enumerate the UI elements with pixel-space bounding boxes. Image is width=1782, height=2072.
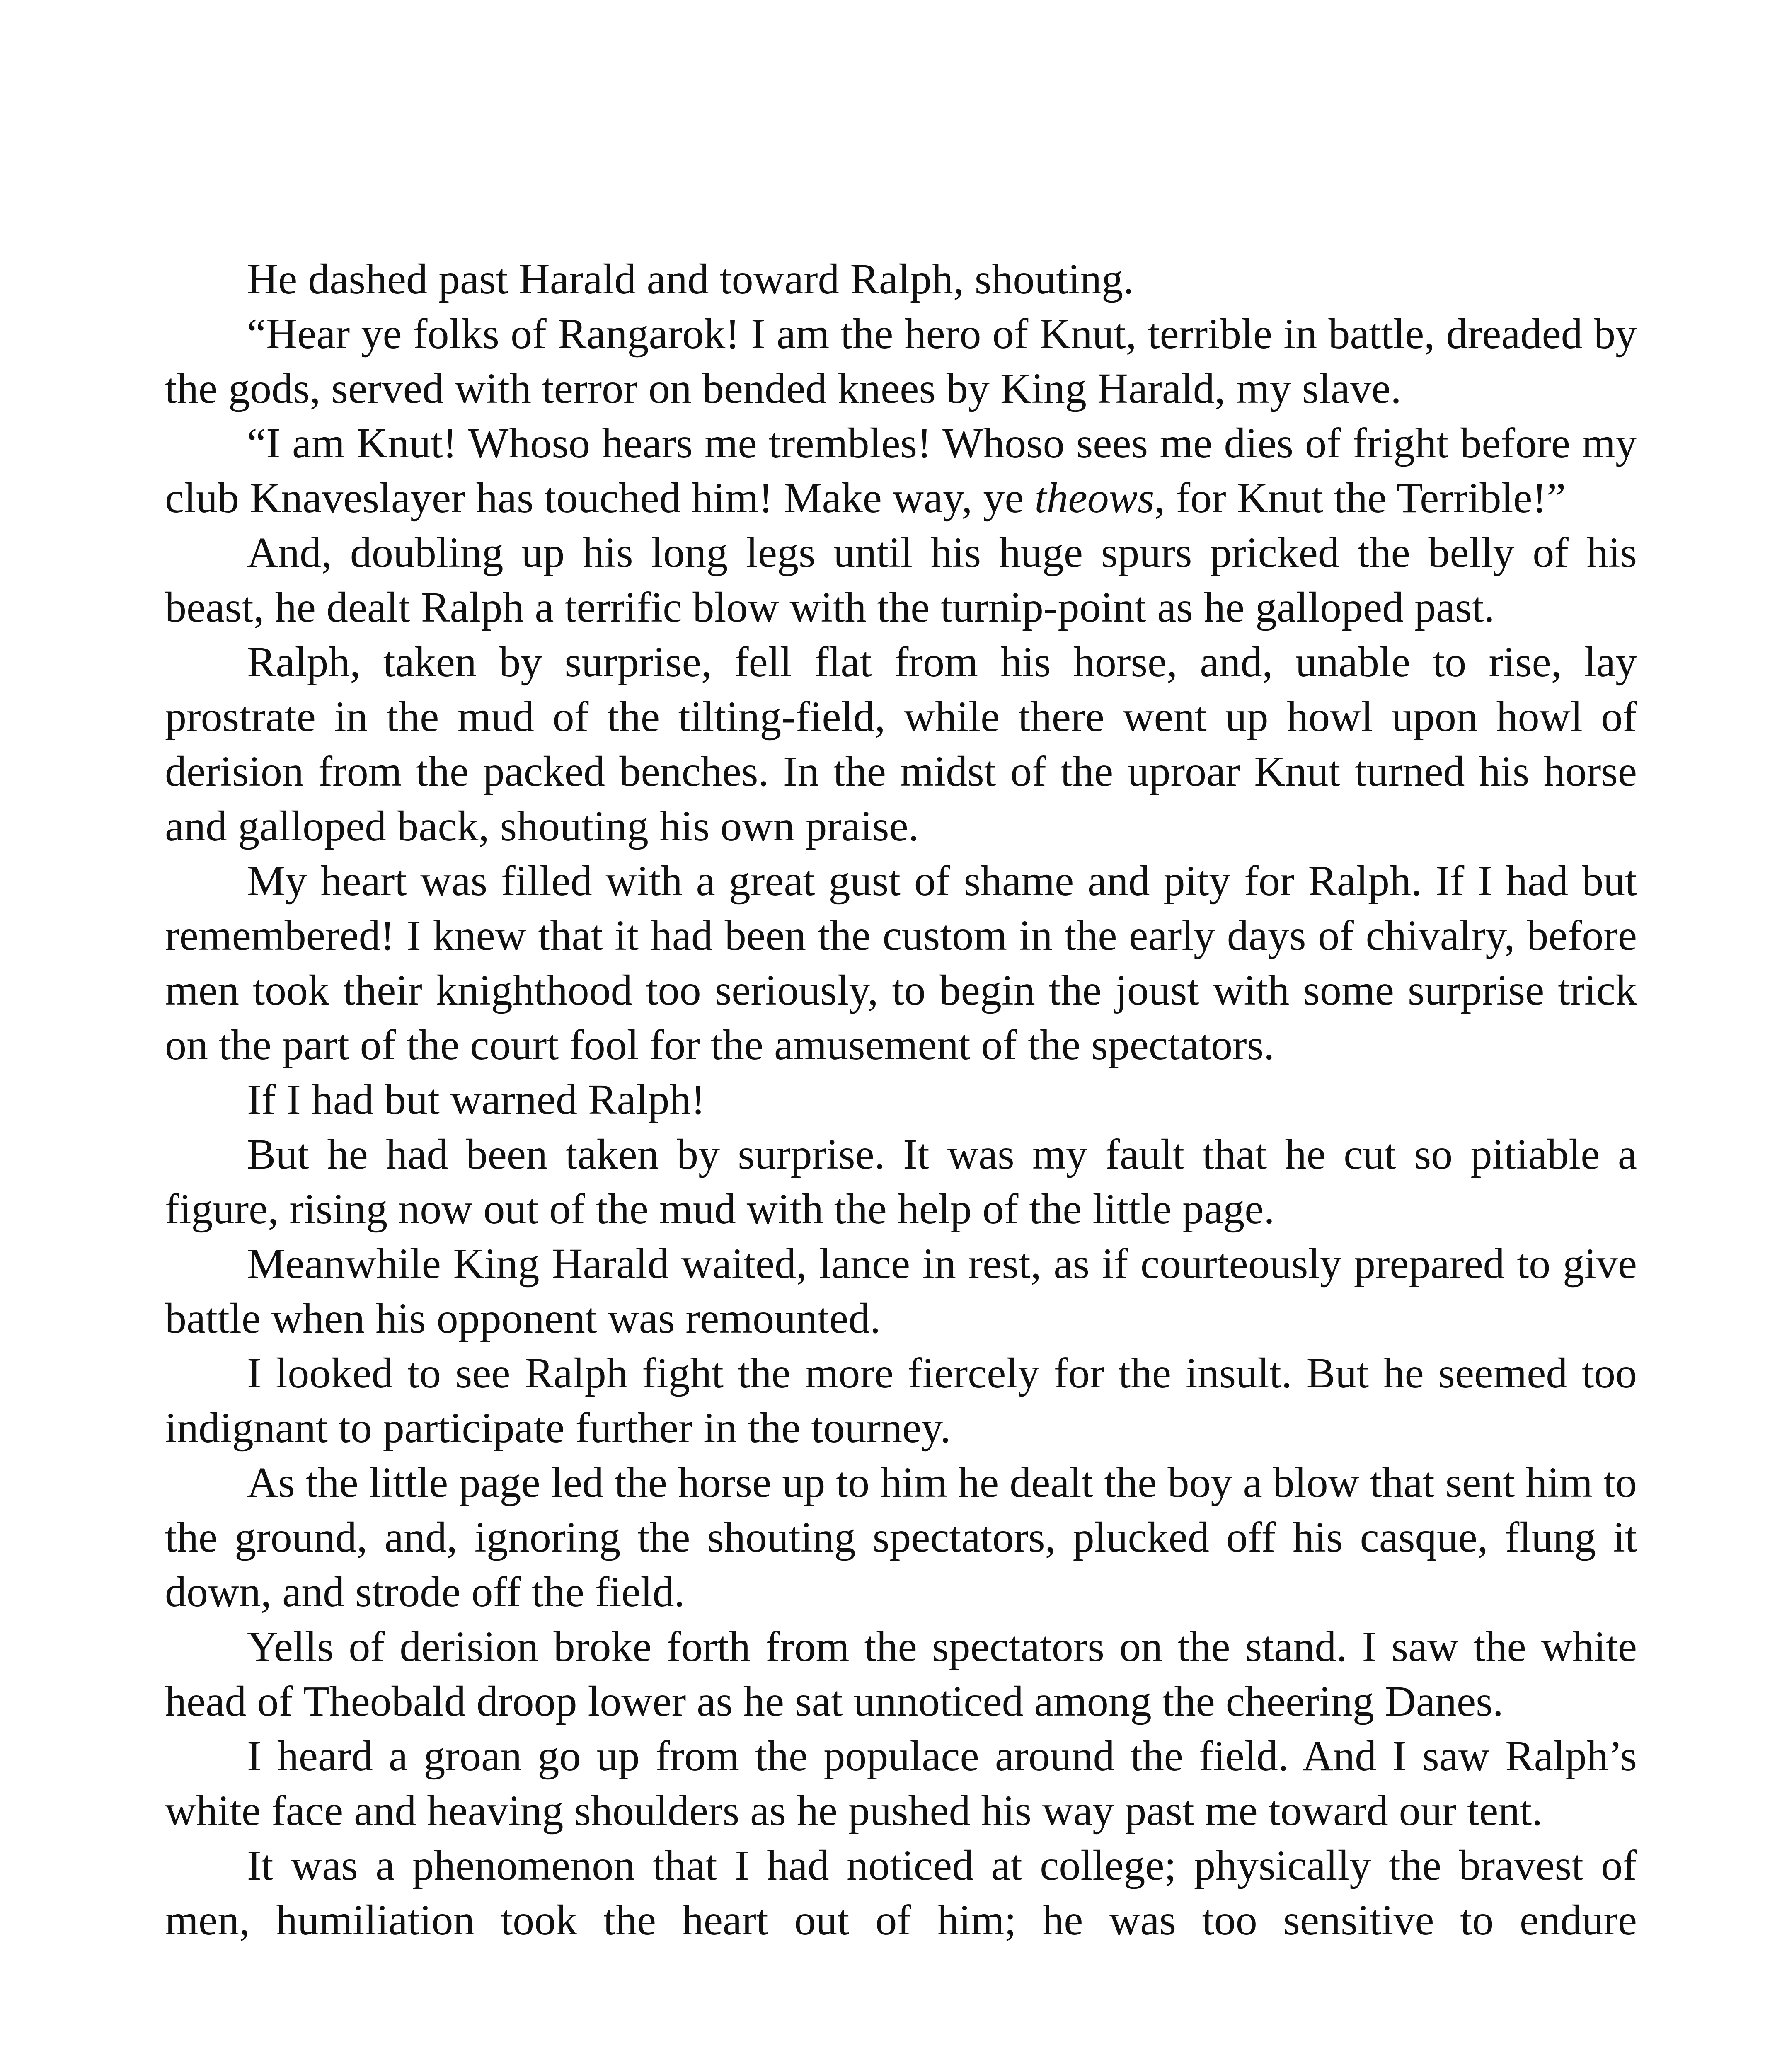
paragraph: I heard a groan go up from the populace around the field. And I saw Ralph’s white face and heaving shoulders as he pushed his way past me toward our tent. xyxy=(165,1732,1637,1835)
paragraph: “I am Knut! Whoso hears me trembles! Whoso sees me dies of fright before my club Knaveslayer has touched him! Make way, ye theows, for Knut the Terrible!” xyxy=(165,419,1637,522)
paragraph: It was a phenomenon that I had noticed at college; physically the bravest of men, humiliation took the heart out of him; he was too sensitive to endure xyxy=(165,1842,1637,1944)
paragraph: “Hear ye folks of Rangarok! I am the hero of Knut, terrible in battle, dreaded by the gods, served with terror on bended knees by King Harald, my slave. xyxy=(165,310,1637,412)
paragraph: If I had but warned Ralph! xyxy=(247,1076,706,1123)
paragraph: Ralph, taken by surprise, fell flat from his horse, and, unable to rise, lay prostrate in the mud of the tilting-field, while there went up howl upon howl of derision from the packed benches. In the midst of the uproar Knut turned his horse and galloped back, shouting his own praise. xyxy=(165,638,1637,850)
paragraph: He dashed past Harald and toward Ralph, shouting. xyxy=(247,255,1134,303)
paragraph: And, doubling up his long legs until his huge spurs pricked the belly of his beast, he dealt Ralph a terrific blow with the turnip-point as he galloped past. xyxy=(165,529,1637,631)
paragraph: As the little page led the horse up to him he dealt the boy a blow that sent him to the ground, and, ignoring the shouting spectators, plucked off his casque, flung it down, and strode off the field. xyxy=(165,1459,1637,1616)
paragraph: But he had been taken by surprise. It was my fault that he cut so pitiable a figure, rising now out of the mud with the help of the little page. xyxy=(165,1130,1637,1233)
paragraph: My heart was filled with a great gust of shame and pity for Ralph. If I had but remembered! I knew that it had been the custom in the early days of chivalry, before men took their knighthood too seriously, to begin the joust with some surprise trick on the part of the court fool for the amusement of the spectators. xyxy=(165,857,1637,1069)
paragraph: Yells of derision broke forth from the spectators on the stand. I saw the white head of Theobald droop lower as he sat unnoticed among the cheering Danes. xyxy=(165,1623,1637,1725)
paragraph: Meanwhile King Harald waited, lance in rest, as if courteously prepared to give battle when his opponent was remounted. xyxy=(165,1240,1637,1342)
body-text xyxy=(165,252,1637,1948)
paragraph: I looked to see Ralph fight the more fiercely for the insult. But he seemed too indignant to participate further in the tourney. xyxy=(165,1349,1637,1452)
